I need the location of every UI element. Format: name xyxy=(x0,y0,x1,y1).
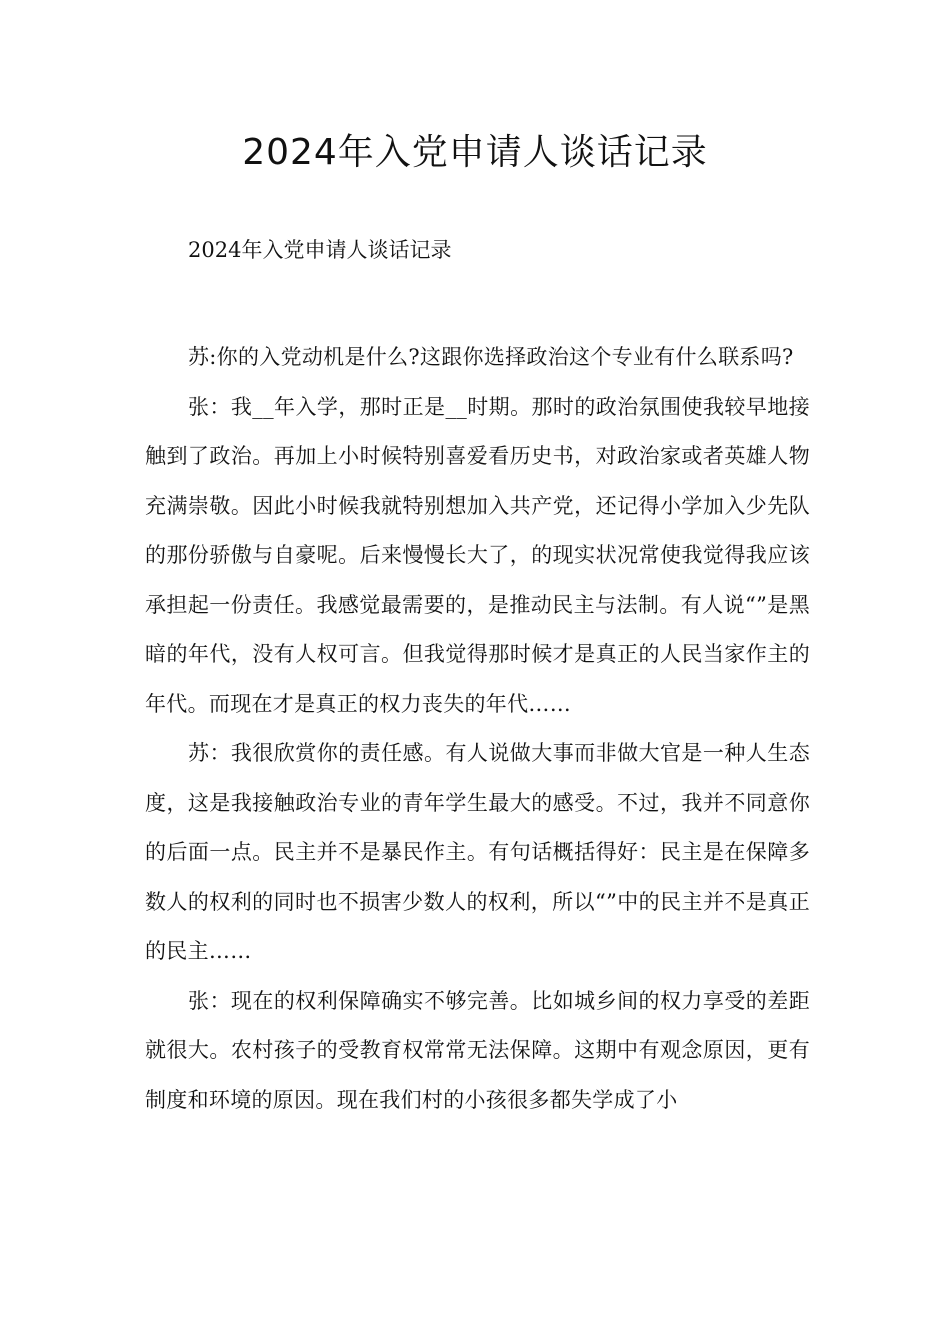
paragraph-answer-2: 张：现在的权利保障确实不够完善。比如城乡间的权力享受的差距就很大。农村孩子的受教育权常常无法保障。这期中有观念原因，更有制度和环境的原因。现在我们村的小孩很多都失学成了小 xyxy=(145,988,810,1112)
document-subtitle: 2024年入党申请人谈话记录 xyxy=(188,238,452,262)
paragraph-question-1: 苏:你的入党动机是什么?这跟你选择政治这个专业有什么联系吗? xyxy=(188,345,794,369)
document-title: 2024年入党申请人谈话记录 xyxy=(242,132,708,173)
paragraph-answer-1: 张：我__年入学，那时正是__时期。那时的政治氛围使我较早地接触到了政治。再加上小时候特别喜爱看历史书，对政治家或者英雄人物充满崇敬。因此小时候我就特别想加入共产党，还记得小学加入少先队的那份骄傲与自豪呢。后来慢慢长大了，的现实状况常使我觉得我应该承担起一份责任。我感觉最需要的，是推动民主与法制。有人说“”是黑暗的年代，没有人权可言。但我觉得那时候才是真正的人民当家作主的年代。而现在才是真正的权力丧失的年代…… xyxy=(145,394,810,716)
paragraph-question-2: 苏：我很欣赏你的责任感。有人说做大事而非做大官是一种人生态度，这是我接触政治专业的青年学生最大的感受。不过，我并不同意你的后面一点。民主并不是暴民作主。有句话概括得好：民主是在保障多数人的权利的同时也不损害少数人的权利，所以“”中的民主并不是真正的民主…… xyxy=(145,741,810,963)
document-body xyxy=(145,333,810,1125)
